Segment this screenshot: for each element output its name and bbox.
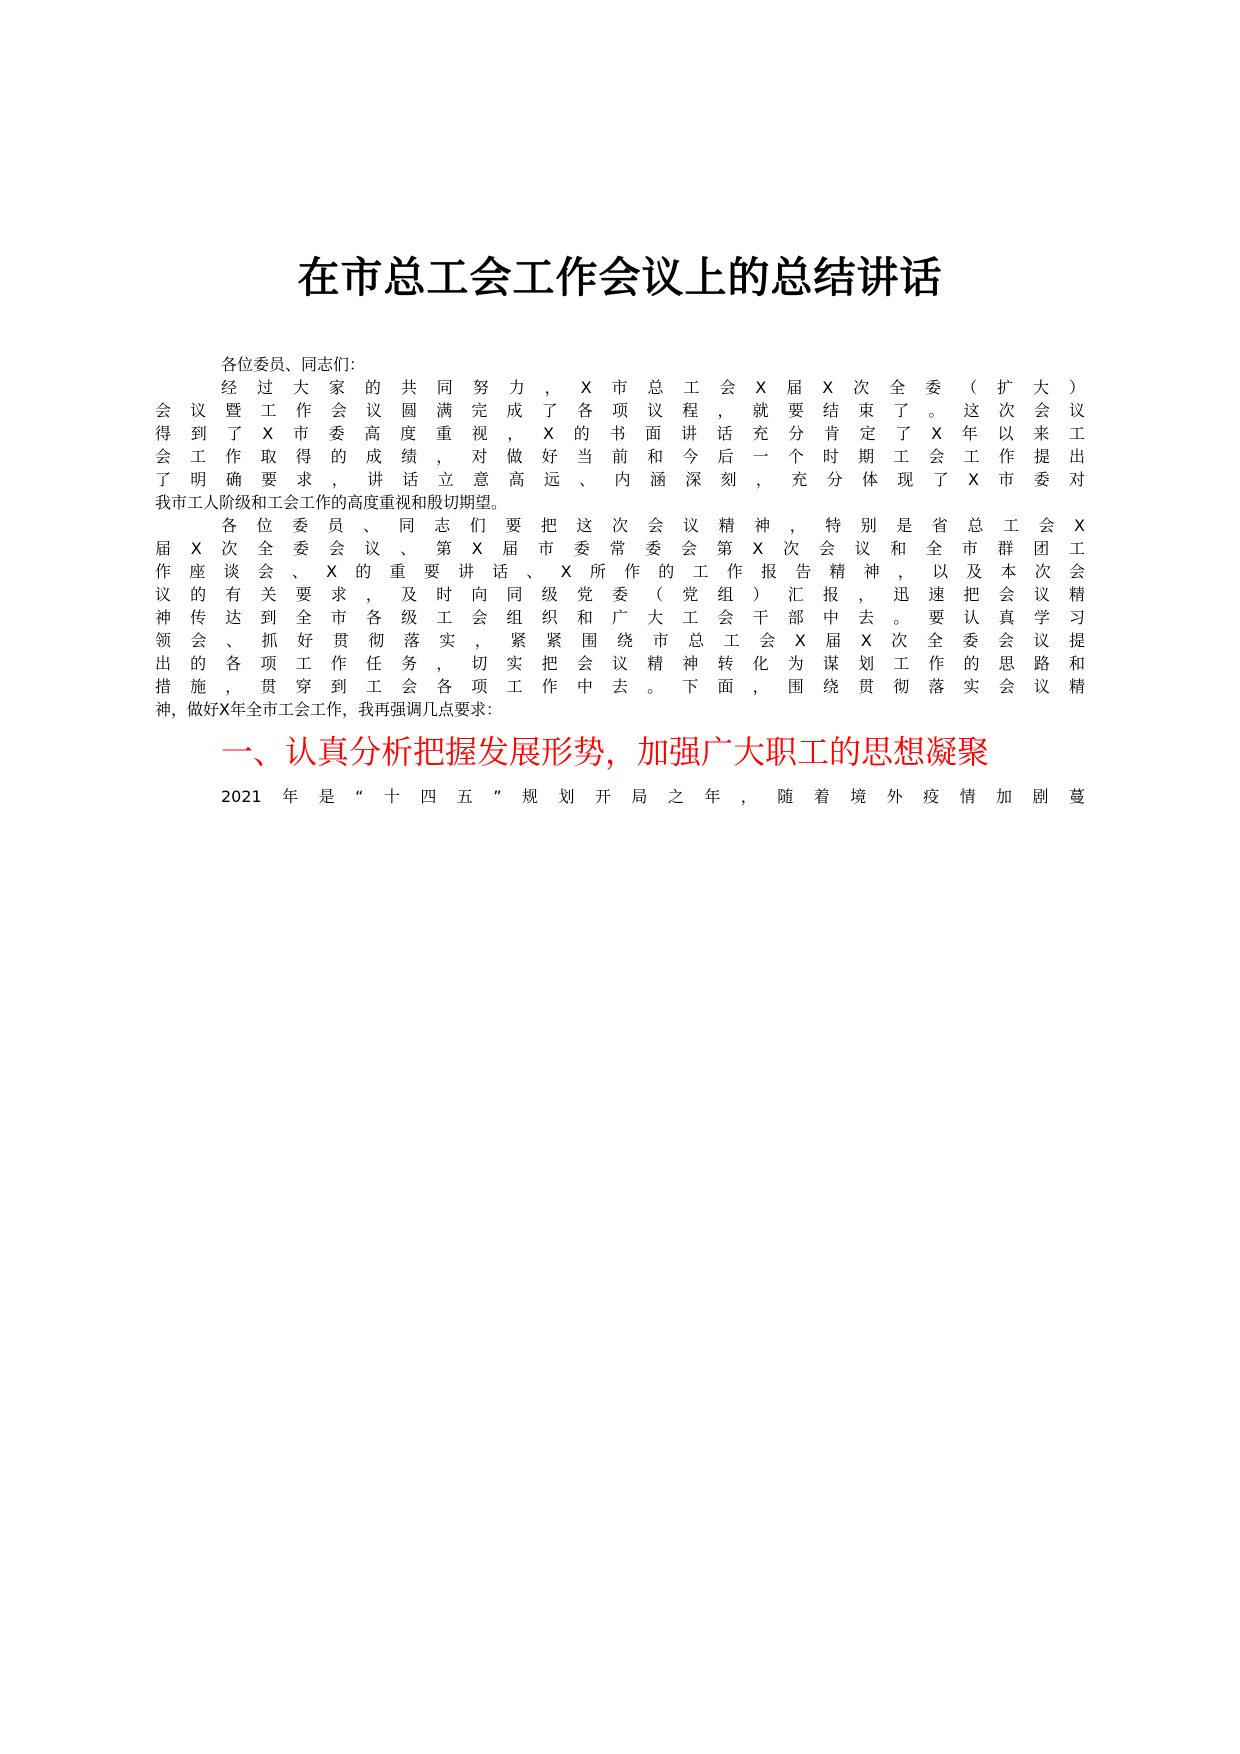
document-title: 在市总工会工作会议上的总结讲话 xyxy=(297,253,943,302)
text-line: 了明确要求，讲话立意高远、内涵深刻，充分体现了X市委对 xyxy=(155,470,1085,489)
paragraph-2 xyxy=(155,513,1085,720)
text-line: 神，做好X年全市工会工作，我再强调几点要求： xyxy=(155,700,502,719)
text-line: 经过大家的共同努力，X市总工会X届X次全委（扩大） xyxy=(221,378,1085,397)
text-line: 我市工人阶级和工会工作的高度重视和殷切期望。 xyxy=(155,493,508,512)
paragraph-1 xyxy=(155,375,1085,513)
text-line: 神传达到全市各级工会组织和广大工会干部中去。要认真学习 xyxy=(155,608,1085,627)
section-heading: 一、认真分析把握发展形势，加强广大职工的思想凝聚 xyxy=(221,733,990,771)
document-body xyxy=(155,352,1085,807)
paragraph-salutation xyxy=(155,352,1085,375)
text-line: 会工作取得的成绩，对做好当前和今后一个时期工会工作提出 xyxy=(155,447,1085,466)
text-line: 2021年是“十四五”规划开局之年，随着境外疫情加剧蔓 xyxy=(221,787,1085,806)
text-line: 各位委员、同志们要把这次会议精神，特别是省总工会X xyxy=(221,516,1085,535)
text-line: 议的有关要求，及时向同级党委（党组）汇报，迅速把会议精 xyxy=(155,585,1085,604)
paragraph-3 xyxy=(155,784,1085,807)
text-line: 得到了X市委高度重视，X的书面讲话充分肯定了X年以来工 xyxy=(155,424,1085,443)
text-line: 会议暨工作会议圆满完成了各项议程，就要结束了。这次会议 xyxy=(155,401,1085,420)
text-line: 各位委员、同志们： xyxy=(221,355,366,374)
text-line: 作座谈会、X的重要讲话、X所作的工作报告精神，以及本次会 xyxy=(155,562,1085,581)
text-line: 领会、抓好贯彻落实，紧紧围绕市总工会X届X次全委会议提 xyxy=(155,631,1085,650)
text-line: 届X次全委会议、第X届市委常委会第X次会议和全市群团工 xyxy=(155,539,1085,558)
text-line: 措施，贯穿到工会各项工作中去。下面，围绕贯彻落实会议精 xyxy=(155,677,1085,696)
text-line: 出的各项工作任务，切实把会议精神转化为谋划工作的思路和 xyxy=(155,654,1085,673)
